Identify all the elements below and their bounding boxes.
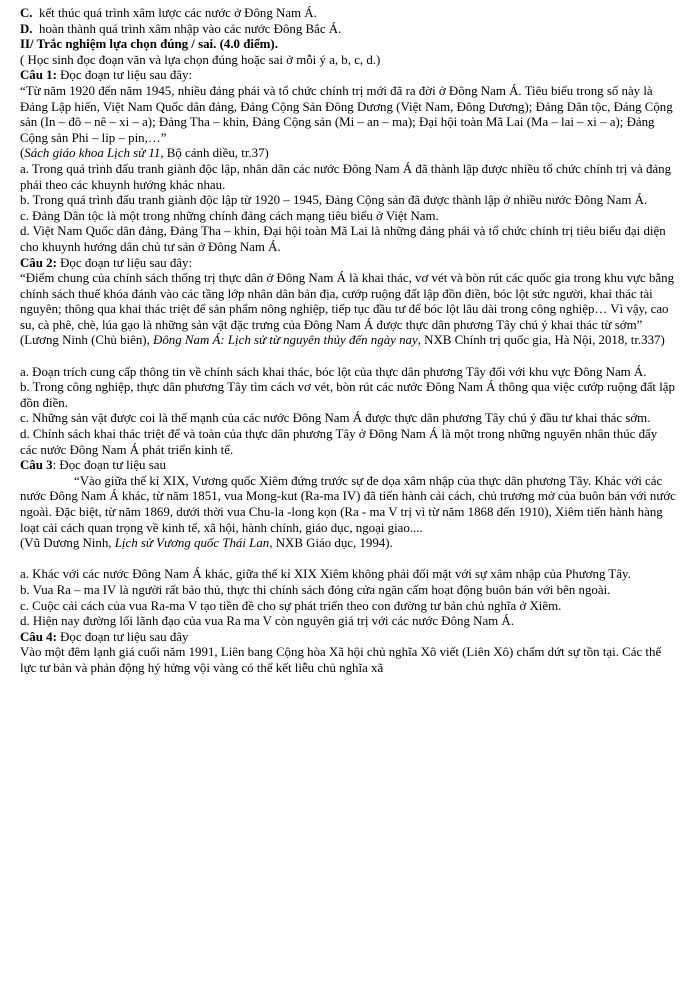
question-3-statement-a: a. Khác với các nước Đông Nam Á khác, giữa thế kỉ XIX Xiêm không phải đối mặt với sự xâm nhập của Phương Tây. — [20, 567, 631, 582]
question-2-passage: “Điểm chung của chính sách thống trị thực dân ở Đông Nam Á là khai thác, vơ vét và bòn rút các quốc gia trong khu vực bằng chính sách thuế khóa đánh vào các tầng lớp nhân dân bản địa, cướp ruộng đất lập đồn điền, bóc lột sức người, khai thác tài nguyên; thông qua khai thác triệt để sản phẩm nông nghiệp, tiếp tục đầu tư để bóc lột lâu dài trong công nghiệp… Vì vậy, cao su, cà phê, chè, lúa gạo là những sản vật đặc trưng của Đông Nam Á được thực dân phương Tây chú ý khai thác từ sớm” — [20, 271, 675, 332]
section-title: II/ Trắc nghiệm lựa chọn đúng / sai. (4.0 điểm). — [20, 37, 278, 52]
option-c: C. kết thúc quá trình xâm lược các nước ở Đông Nam Á. — [20, 6, 317, 20]
question-4-passage: Vào một đêm lạnh giá cuối năm 1991, Liên bang Cộng hòa Xã hội chủ nghĩa Xô viết (Liên Xô) chấm dứt sự tồn tại. Các thế lực tư bản và phản động hý hửng vội vàng có thể kết liễu chủ nghĩa xã — [20, 645, 662, 675]
question-1-statement-a: a. Trong quá trình đấu tranh giành độc lập, nhân dân các nước Đông Nam Á đã thành lập được nhiều tổ chức chính trị và đảng phái theo các khuynh hướng khác nhau. — [20, 161, 672, 192]
question-1-statement-b: b. Trong quá trình đấu tranh giành độc lập từ 1920 – 1945, Đảng Cộng sản đã được thành lập ở nhiều nước Đông Nam Á. — [20, 193, 648, 208]
question-2-header: Câu 2: Đọc đoạn tư liệu sau đây: — [20, 255, 193, 270]
option-d: D. hoàn thành quá trình xâm nhập vào các nước Đông Bắc Á. — [20, 21, 342, 36]
question-3-source: (Vũ Dương Ninh, Lịch sử Vương quốc Thái Lan, NXB Giáo dục, 1994). — [20, 536, 393, 551]
question-3-statement-c: c. Cuộc cải cách của vua Ra-ma V tạo tiền đề cho sự phát triển theo con đường tư bản chủ nghĩa ở Xiêm. — [20, 598, 562, 613]
question-1-source: (Sách giáo khoa Lịch sử 11, Bộ cánh diều, tr.37) — [20, 146, 269, 161]
question-3-statement-b: b. Vua Ra – ma IV là người rất bảo thủ, thực thi chính sách đóng cửa ngăn cấm hoạt động buôn bán với bên ngoài. — [20, 582, 611, 597]
question-1-statement-d: d. Việt Nam Quốc dân đảng, Đảng Tha – khin, Đại hội toàn Mã Lai là những đảng phái và tổ chức chính trị tiêu biểu đại diện cho khuynh hướng dân chủ tư sản ở Đông Nam Á. — [20, 224, 666, 254]
question-2-statement-c: c. Những sản vật được coi là thế mạnh của các nước Đông Nam Á được thực dân phương Tây chú ý đầu tư khai thác sớm. — [20, 411, 651, 426]
question-1-passage: “Từ năm 1920 đến năm 1945, nhiều đảng phái và tổ chức chính trị mới đã ra đời ở Đông Nam Á. Tiêu biểu trong số này là Đảng Lập hiến, Việt Nam Quốc dân đảng, Đảng Cộng Sản Đông Dương (Việt Nam, Đông Dương); Đảng Dân tộc, Đảng Cộng sản (In – đô – nê – xi – a); Đảng Tha – khin, Đảng Cộng sản (Mi – an – ma); Đại hội toàn Mã Lai (Ma – lai – xi – a); Đảng Cộng sản Phi – lip – pin,…” — [20, 83, 673, 145]
question-3-passage: “Vào giữa thế kỉ XIX, Vương quốc Xiêm đứng trước sự đe dọa xâm nhập của thực dân phương Tây. Khác với các nước Đông Nam Á khác, từ năm 1851, vua Mong-kut (Ra-ma IV) đã tiến hành cải cách, chủ trương mở của buôn bán với nước ngoài. Đặc biệt, từ năm 1869, dưới thời vua Chu-la -long kọn (Ra - ma V trị vì từ năm 1868 đến 1910), Xiêm tiến hành hàng loạt cải cách quan trọng về kinh tế, xã hội, hành chính, giáo dục, ngoại giao.... — [20, 473, 676, 535]
question-1-statement-c: c. Đảng Dân tộc là một trong những chính đảng cách mạng tiêu biểu ở Việt Nam. — [20, 208, 439, 223]
question-2-statement-b: b. Trong công nghiệp, thực dân phương Tây tìm cách vơ vét, bòn rút các nước Đông Nam Á thông qua việc cướp ruộng đất lập đồn điền. — [20, 380, 675, 410]
question-3-statement-d: d. Hiện nay đường lối lãnh đạo của vua Ra ma V còn nguyên giá trị với các nước Đông Nam Á. — [20, 614, 514, 629]
section-instruction: ( Học sinh đọc đoạn văn và lựa chọn đúng hoặc sai ở mỗi ý a, b, c, d.) — [20, 52, 381, 67]
question-2-statement-a: a. Đoạn trích cung cấp thông tin về chính sách khai thác, bóc lột của thực dân phương Tây đối với khu vực Đông Nam Á. — [20, 364, 647, 379]
question-4-header: Câu 4: Đọc đoạn tư liệu sau đây — [20, 629, 189, 644]
question-1-header: Câu 1: Đọc đoạn tư liệu sau đây: — [20, 68, 193, 83]
spacer — [20, 349, 677, 365]
spacer — [20, 552, 677, 568]
question-2-source: (Lương Ninh (Chủ biên), Đông Nam Á: Lịch sử từ nguyên thủy đến ngày nay, NXB Chính trị quốc gia, Hà Nội, 2018, tr.337) — [20, 333, 665, 348]
question-2-statement-d: d. Chính sách khai thác triệt để và toàn của thực dân phương Tây ở Đông Nam Á là một trong những nguyên nhân thúc đẩy các nước Đông Nam Á phát triển kinh tế. — [20, 427, 658, 457]
question-3-header: Câu 3: Đọc đoạn tư liệu sau — [20, 458, 166, 473]
